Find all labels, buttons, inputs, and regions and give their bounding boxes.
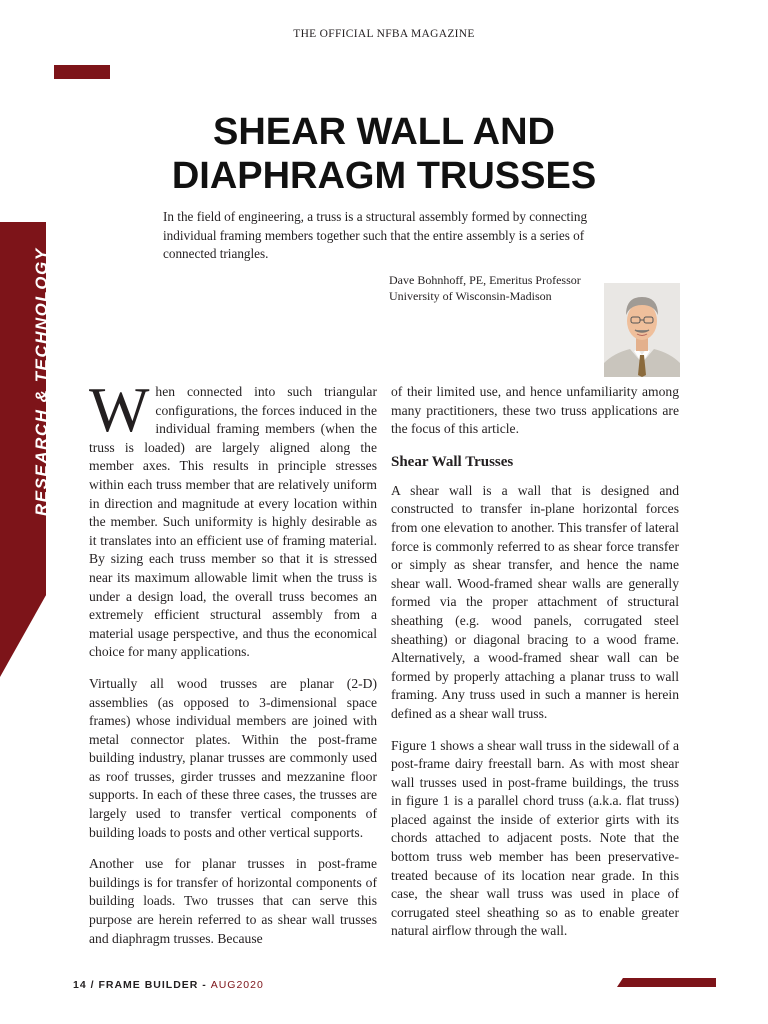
body-paragraph: Another use for planar trusses in post-frame buildings is for transfer of horizontal components of building loads. Two trusses that can serve this purpose are herein referred to as shear wall trusses and diaphragm trusses. Because [89, 856, 377, 946]
page-number: 14 [73, 979, 87, 991]
body-paragraph: Figure 1 shows a shear wall truss in the sidewall of a post-frame dairy freestall barn. As with most shear wall trusses used in post-frame buildings, the truss in figure 1 is a parallel chord truss (a.k.a. flat truss) placed against the inside of exterior girts with its chords attached to adjacent posts. Note that the bottom truss web member has been preservative-treated because of its location near grade. In this case, the shear wall truss was used in place of corrugated steel sheathing so as to enable greater natural airflow through the wall. [391, 737, 679, 939]
page-footer [73, 979, 264, 991]
masthead: THE OFFICIAL NFBA MAGAZINE [293, 28, 475, 40]
article-intro: In the field of engineering, a truss is a structural assembly formed by connecting individual framing members together such that the entire assembly is a series of connected triangles. [163, 209, 588, 261]
author-photo [604, 283, 680, 377]
footer-separator: / [86, 979, 99, 991]
body-paragraph [89, 374, 377, 662]
magazine-name: FRAME BUILDER [98, 979, 199, 991]
article-title [0, 110, 768, 198]
byline [389, 272, 604, 304]
drop-cap: W [89, 374, 150, 445]
section-subhead: Shear Wall Trusses [391, 453, 514, 470]
accent-bar-bottom [617, 978, 716, 987]
footer-dash: - [198, 979, 211, 991]
byline-affiliation: University of Wisconsin-Madison [389, 289, 552, 303]
body-column-left [89, 374, 377, 961]
section-label: RESEARCH & TECHNOLOGY [32, 247, 51, 516]
paragraph-text: hen connected into such triangular configurations, the forces induced in the individual framing members (when the truss is loaded) are largely aligned along the member axes. This results in principle stresses within each truss member that are relatively uniform in direction and magnitude at every location within the member. Such uniformity is highly desirable as it translates into an efficient use of framing material. By sizing each truss member so that it is stressed near its maximum allowable limit when the truss is under a design load, the overall truss becomes an extremely efficient structural assembly from a material usage perspective, and thus the economical choice for many applications. [89, 384, 377, 660]
byline-author: Dave Bohnhoff, PE, Emeritus Professor [389, 273, 581, 287]
issue-date: AUG2020 [210, 979, 264, 991]
body-column-right [391, 383, 679, 954]
body-paragraph: A shear wall is a wall that is designed and constructed to transfer in-plane horizontal forces from one elevation to another. This transfer of lateral force is commonly referred to as shear force transfer or simply as shear transfer, and hence the name shear wall. Wood-framed shear walls are generally formed via the proper attachment of structural sheathing (e.g. wood panels, corrugated steel sheathing) or diagonal bracing to a wood frame. Alternatively, a wood-framed shear wall can be formed by properly attaching a planar truss to wall framing. Any truss used in such a manner is herein defined as a shear wall truss. [391, 482, 679, 721]
body-paragraph: Virtually all wood trusses are planar (2-D) assemblies (as opposed to 3-dimensional space frames) whose individual members are joined with metal connector plates. Within the post-frame building industry, planar trusses are commonly used as roof trusses, girder trusses and mezzanine floor supports. In each of these three cases, the trusses are largely used to transfer vertical components of building loads to posts and other vertical supports. [89, 675, 377, 840]
body-paragraph: of their limited use, and hence unfamiliarity among many practitioners, these two truss applications are the focus of this article. [391, 384, 679, 437]
title-line-2: DIAPHRAGM TRUSSES [171, 155, 597, 197]
title-line-1: SHEAR WALL AND [213, 111, 555, 153]
accent-bar-top [54, 65, 110, 79]
